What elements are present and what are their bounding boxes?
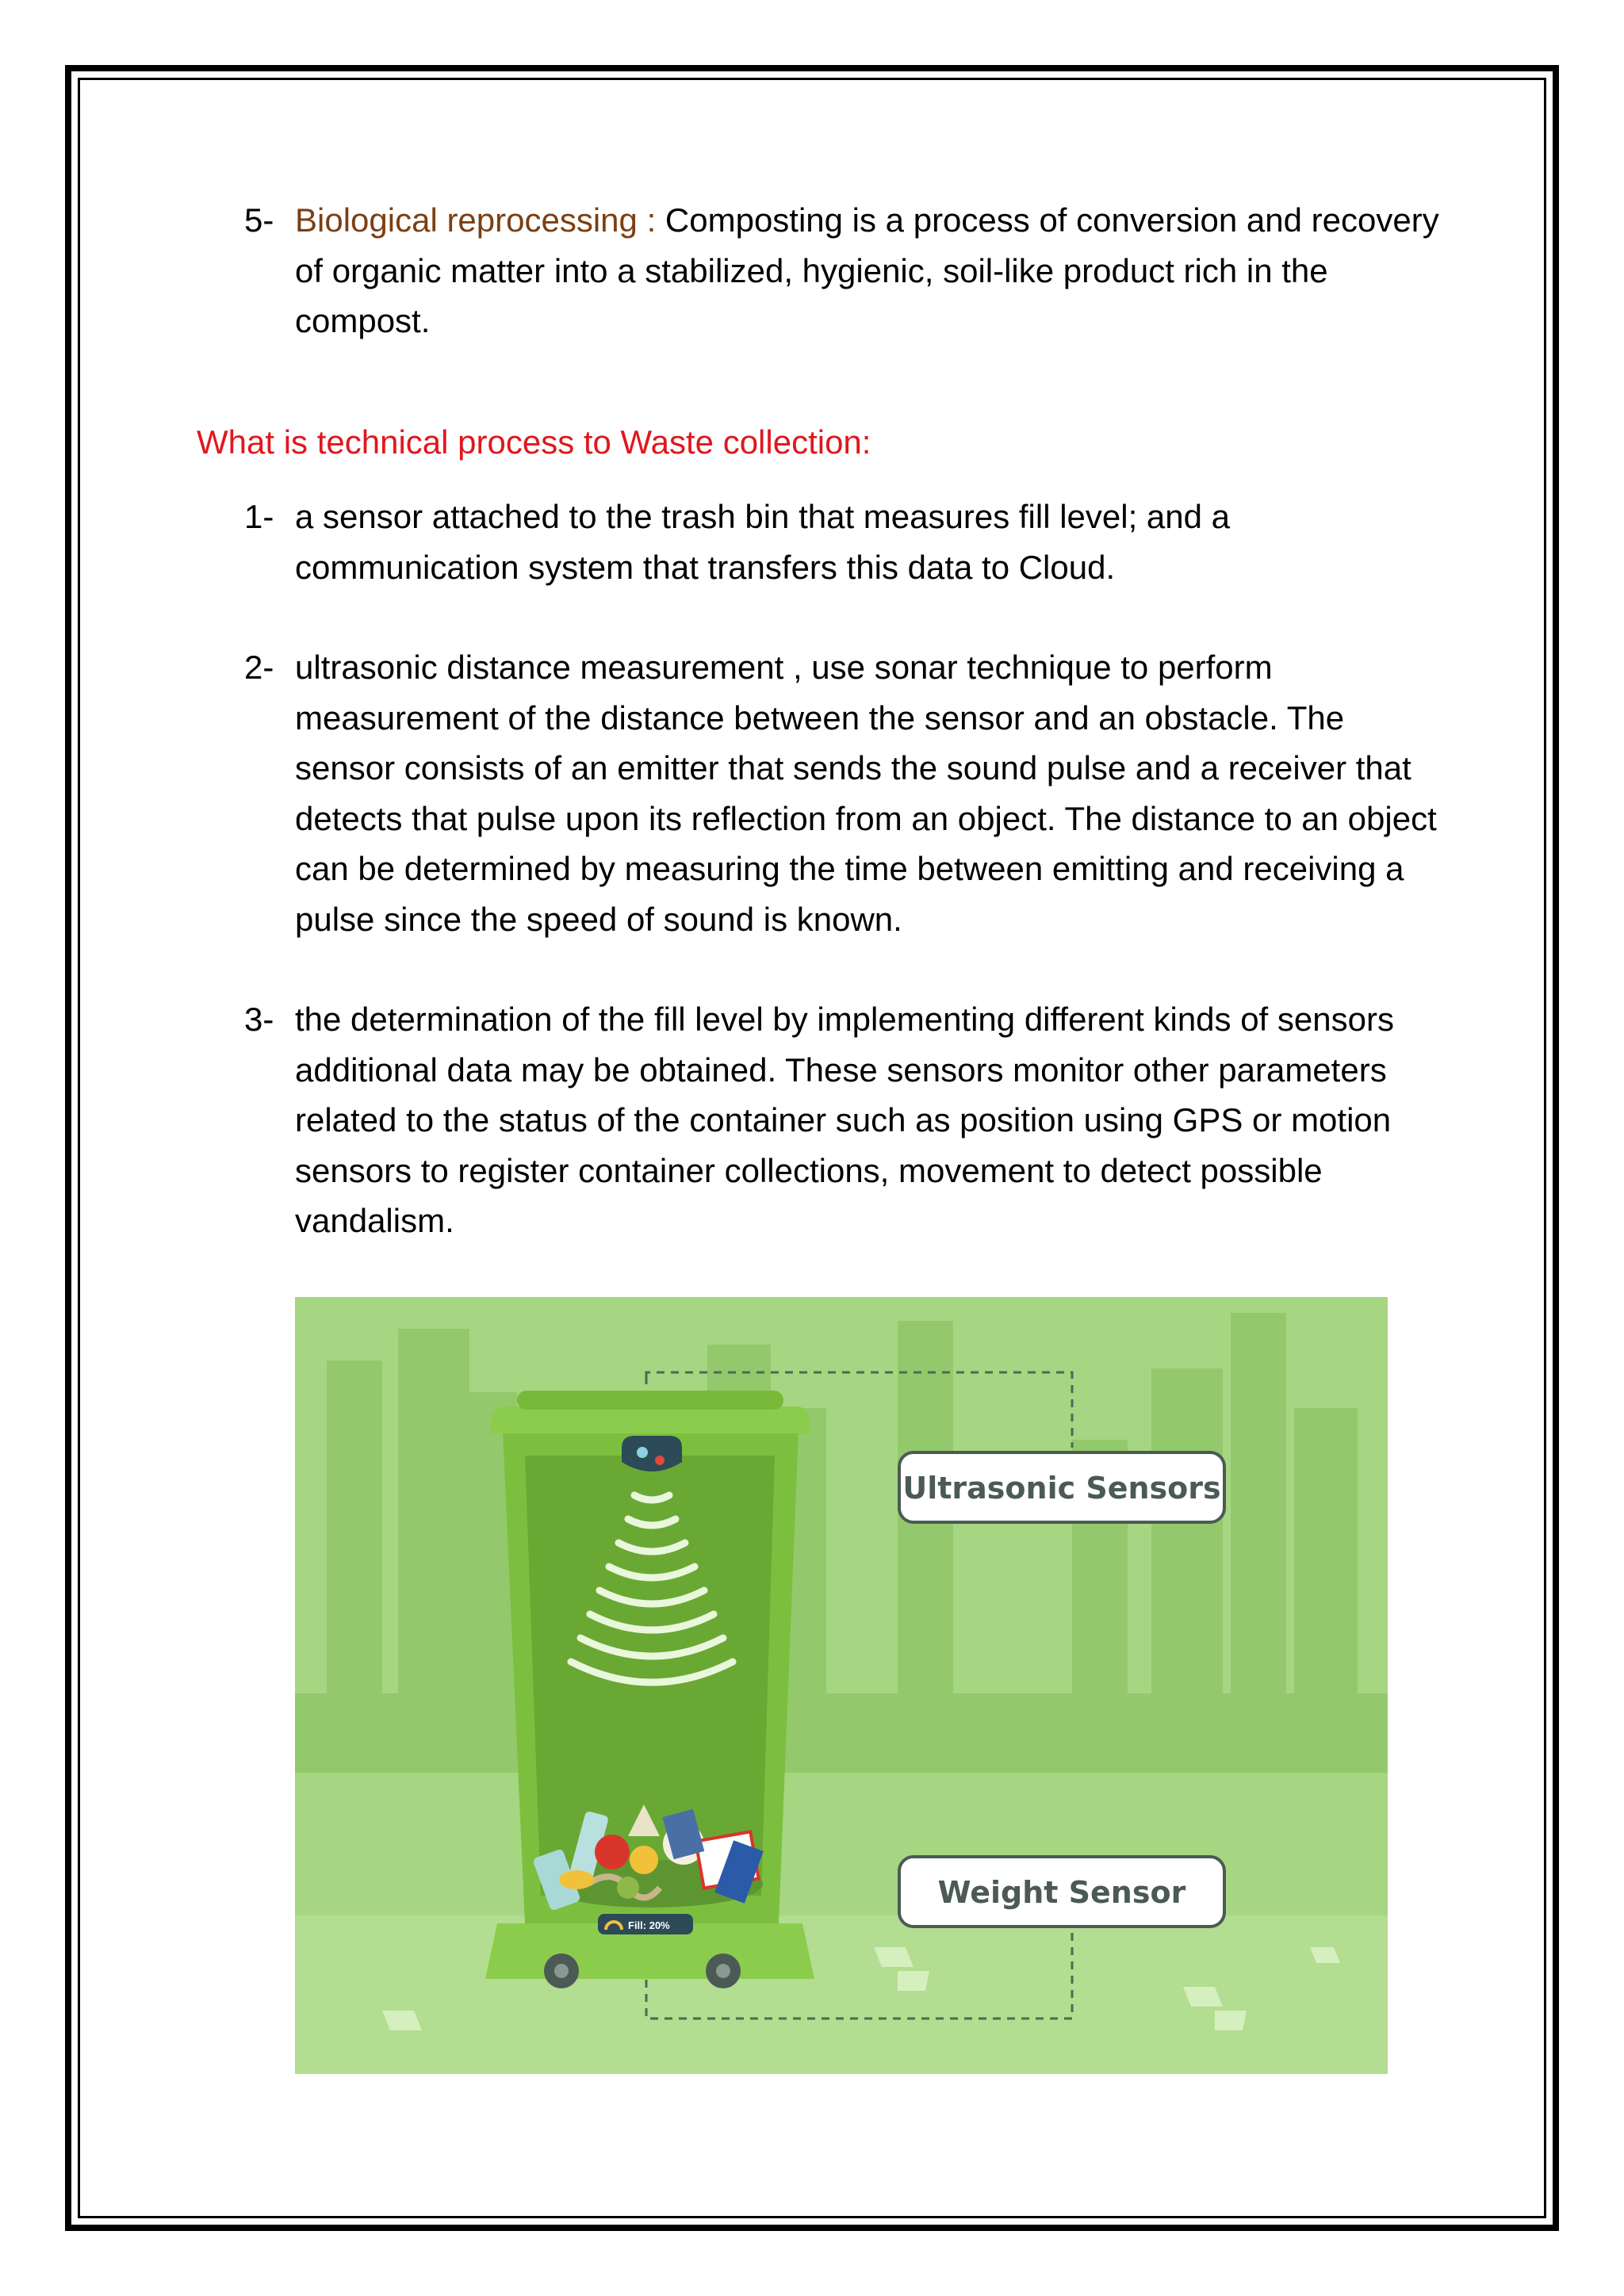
list-item-text: ultrasonic distance measurement , use sonar technique to perform measurement of the distance between the sensor and an obstacle. The sensor consists of an emitter that sends the sound pulse and a receiver that detects that pulse upon its reflection from an object. The distance to an object can be determined by measuring the time between emitting and receiving a pulse since the speed of sound is known. — [295, 649, 1437, 938]
list-item — [244, 492, 1450, 592]
ultrasonic-sensors-label: Ultrasonic Sensors — [902, 1471, 1221, 1506]
section-heading: What is technical process to Waste collection: — [197, 423, 871, 461]
list-number: 1- — [244, 498, 274, 535]
ultrasonic-sensor-device — [622, 1436, 682, 1471]
list-item — [244, 994, 1450, 1246]
ground — [295, 1915, 1388, 2074]
term-description: Composting is a process of conversion and recovery of organic matter into a stabilized, hygienic, soil-like product rich in the compost. — [295, 201, 1439, 339]
label-weight-sensor — [899, 1857, 1224, 1927]
fill-level-indicator — [598, 1914, 693, 1934]
list-item-text — [295, 195, 1450, 346]
list-item-text: the determination of the fill level by implementing different kinds of sensors additional data may be obtained. These sensors monitor other parameters related to the status of the container such as position using GPS or motion sensors to register container collections, movement to detect possible vandalism. — [295, 1001, 1394, 1239]
list-number: 2- — [244, 649, 274, 686]
label-ultrasonic-sensors — [899, 1452, 1224, 1522]
list-item — [244, 642, 1450, 944]
smart-bin-svg — [295, 1297, 1388, 2074]
weight-sensor-label: Weight Sensor — [937, 1875, 1186, 1910]
term-label: Biological reprocessing : — [295, 201, 657, 239]
list-number: 5- — [244, 201, 274, 239]
list-item-text: a sensor attached to the trash bin that measures fill level; and a communication system that transfers this data to Cloud. — [295, 498, 1231, 586]
list-item-biological-reprocessing — [244, 195, 1450, 346]
smart-bin-illustration — [295, 1297, 1388, 2074]
list-number: 3- — [244, 1001, 274, 1038]
fill-level-text: Fill: 20% — [628, 1919, 670, 1931]
